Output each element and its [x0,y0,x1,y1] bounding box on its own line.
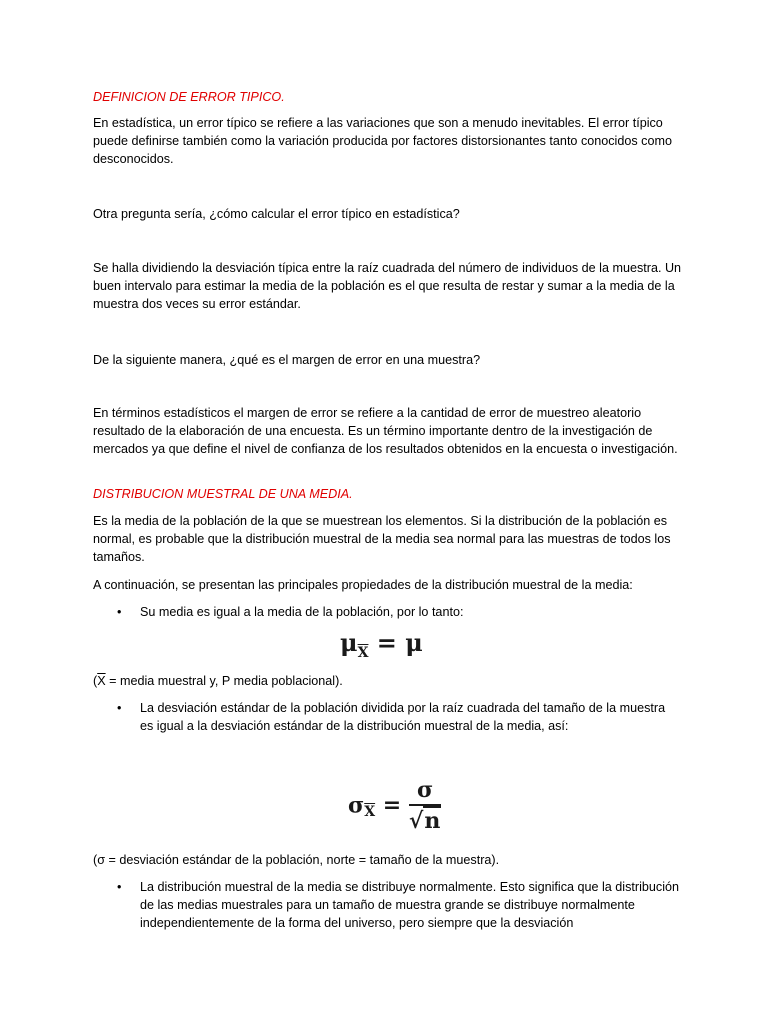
formula-equals: = [368,628,406,657]
bullet-text: La distribución muestral de la media se distribuye normalmente. Esto significa que la distribución de las medias muestrales para un tamaño de muestra grande se distribuye normalmente independientemente de la forma del universo, pero siempre que la desviación [140,880,680,930]
formula-subscript-x: X [357,645,369,661]
bullet-text: La desviación estándar de la población dividida por la raíz cuadrada del tamaño de la muestra es igual a la desviación estándar de la distribución muestral de la media, así: [140,701,666,733]
paragraph-margin-answer: En términos estadísticos el margen de error se refiere a la cantidad de error de muestreo aleatorio resultado de la elaboración de una encuesta. Es un término importante dentro de la investigación de mercados ya que define el nivel de confianza de los resultados obtenidos en la encuesta o investigación. [93,406,678,456]
paragraph-note-sigma: (σ = desviación estándar de la población, norte = tamaño de la muestra). [93,853,500,867]
formula-numerator-sigma: σ [409,777,441,806]
paragraph-question-margin: De la siguiente manera, ¿qué es el margen de error en una muestra? [93,353,481,367]
heading-distribucion-muestral: DISTRIBUCION MUESTRAL DE UNA MEDIA. [93,487,353,501]
paragraph-distribution-def: Es la media de la población de la que se muestrean los elementos. Si la distribución de la población es normal, es probable que la distribución muestral de la media sea normal para las muestras de todos los tamaños. [93,514,671,564]
bullet-marker: • [117,880,122,894]
sqrt-icon: √n [408,808,441,834]
bullet-text: Su media es igual a la media de la población, por lo tanto: [140,605,464,619]
heading-error-tipico: DEFINICION DE ERROR TIPICO. [93,90,285,104]
formula-equals: = [375,792,409,819]
paragraph-calc-answer: Se halla dividiendo la desviación típica entre la raíz cuadrada del número de individuos de la muestra. Un buen intervalo para estimar la media de la población es el que resulta de restar y sumar a la media de la muestra dos veces su error estándar. [93,261,682,311]
formula-standard-error [348,777,441,834]
paragraph-properties-intro: A continuación, se presentan las principales propiedades de la distribución muestral de la media: [93,578,633,592]
bullet-marker: • [117,605,122,619]
paragraph-question-calc: Otra pregunta sería, ¿cómo calcular el error típico en estadística? [93,207,460,221]
note-x-bar: $\overline{X}$ [97,674,106,688]
note-definition: = media muestral y, P media poblacional). [105,674,343,688]
paragraph-note-sample-mean [93,672,683,690]
formula-mu-symbol: μ [340,628,358,657]
formula-radicand-n: n [424,808,441,834]
formula-mu-rhs: μ [405,628,423,657]
formula-subscript-x: X [364,803,376,820]
formula-denominator [409,806,441,834]
formula-mean-equals [340,628,423,661]
note-open-paren: ( [93,674,98,688]
formula-fraction [409,777,441,834]
bullet-marker: • [117,701,122,715]
formula-sigma-symbol: σ [348,792,365,819]
paragraph-definition: En estadística, un error típico se refiere a las variaciones que son a menudo inevitables. El error típico puede definirse también como la variación producida por factores distorsionantes tanto conocidos como desconocidos. [93,116,672,166]
